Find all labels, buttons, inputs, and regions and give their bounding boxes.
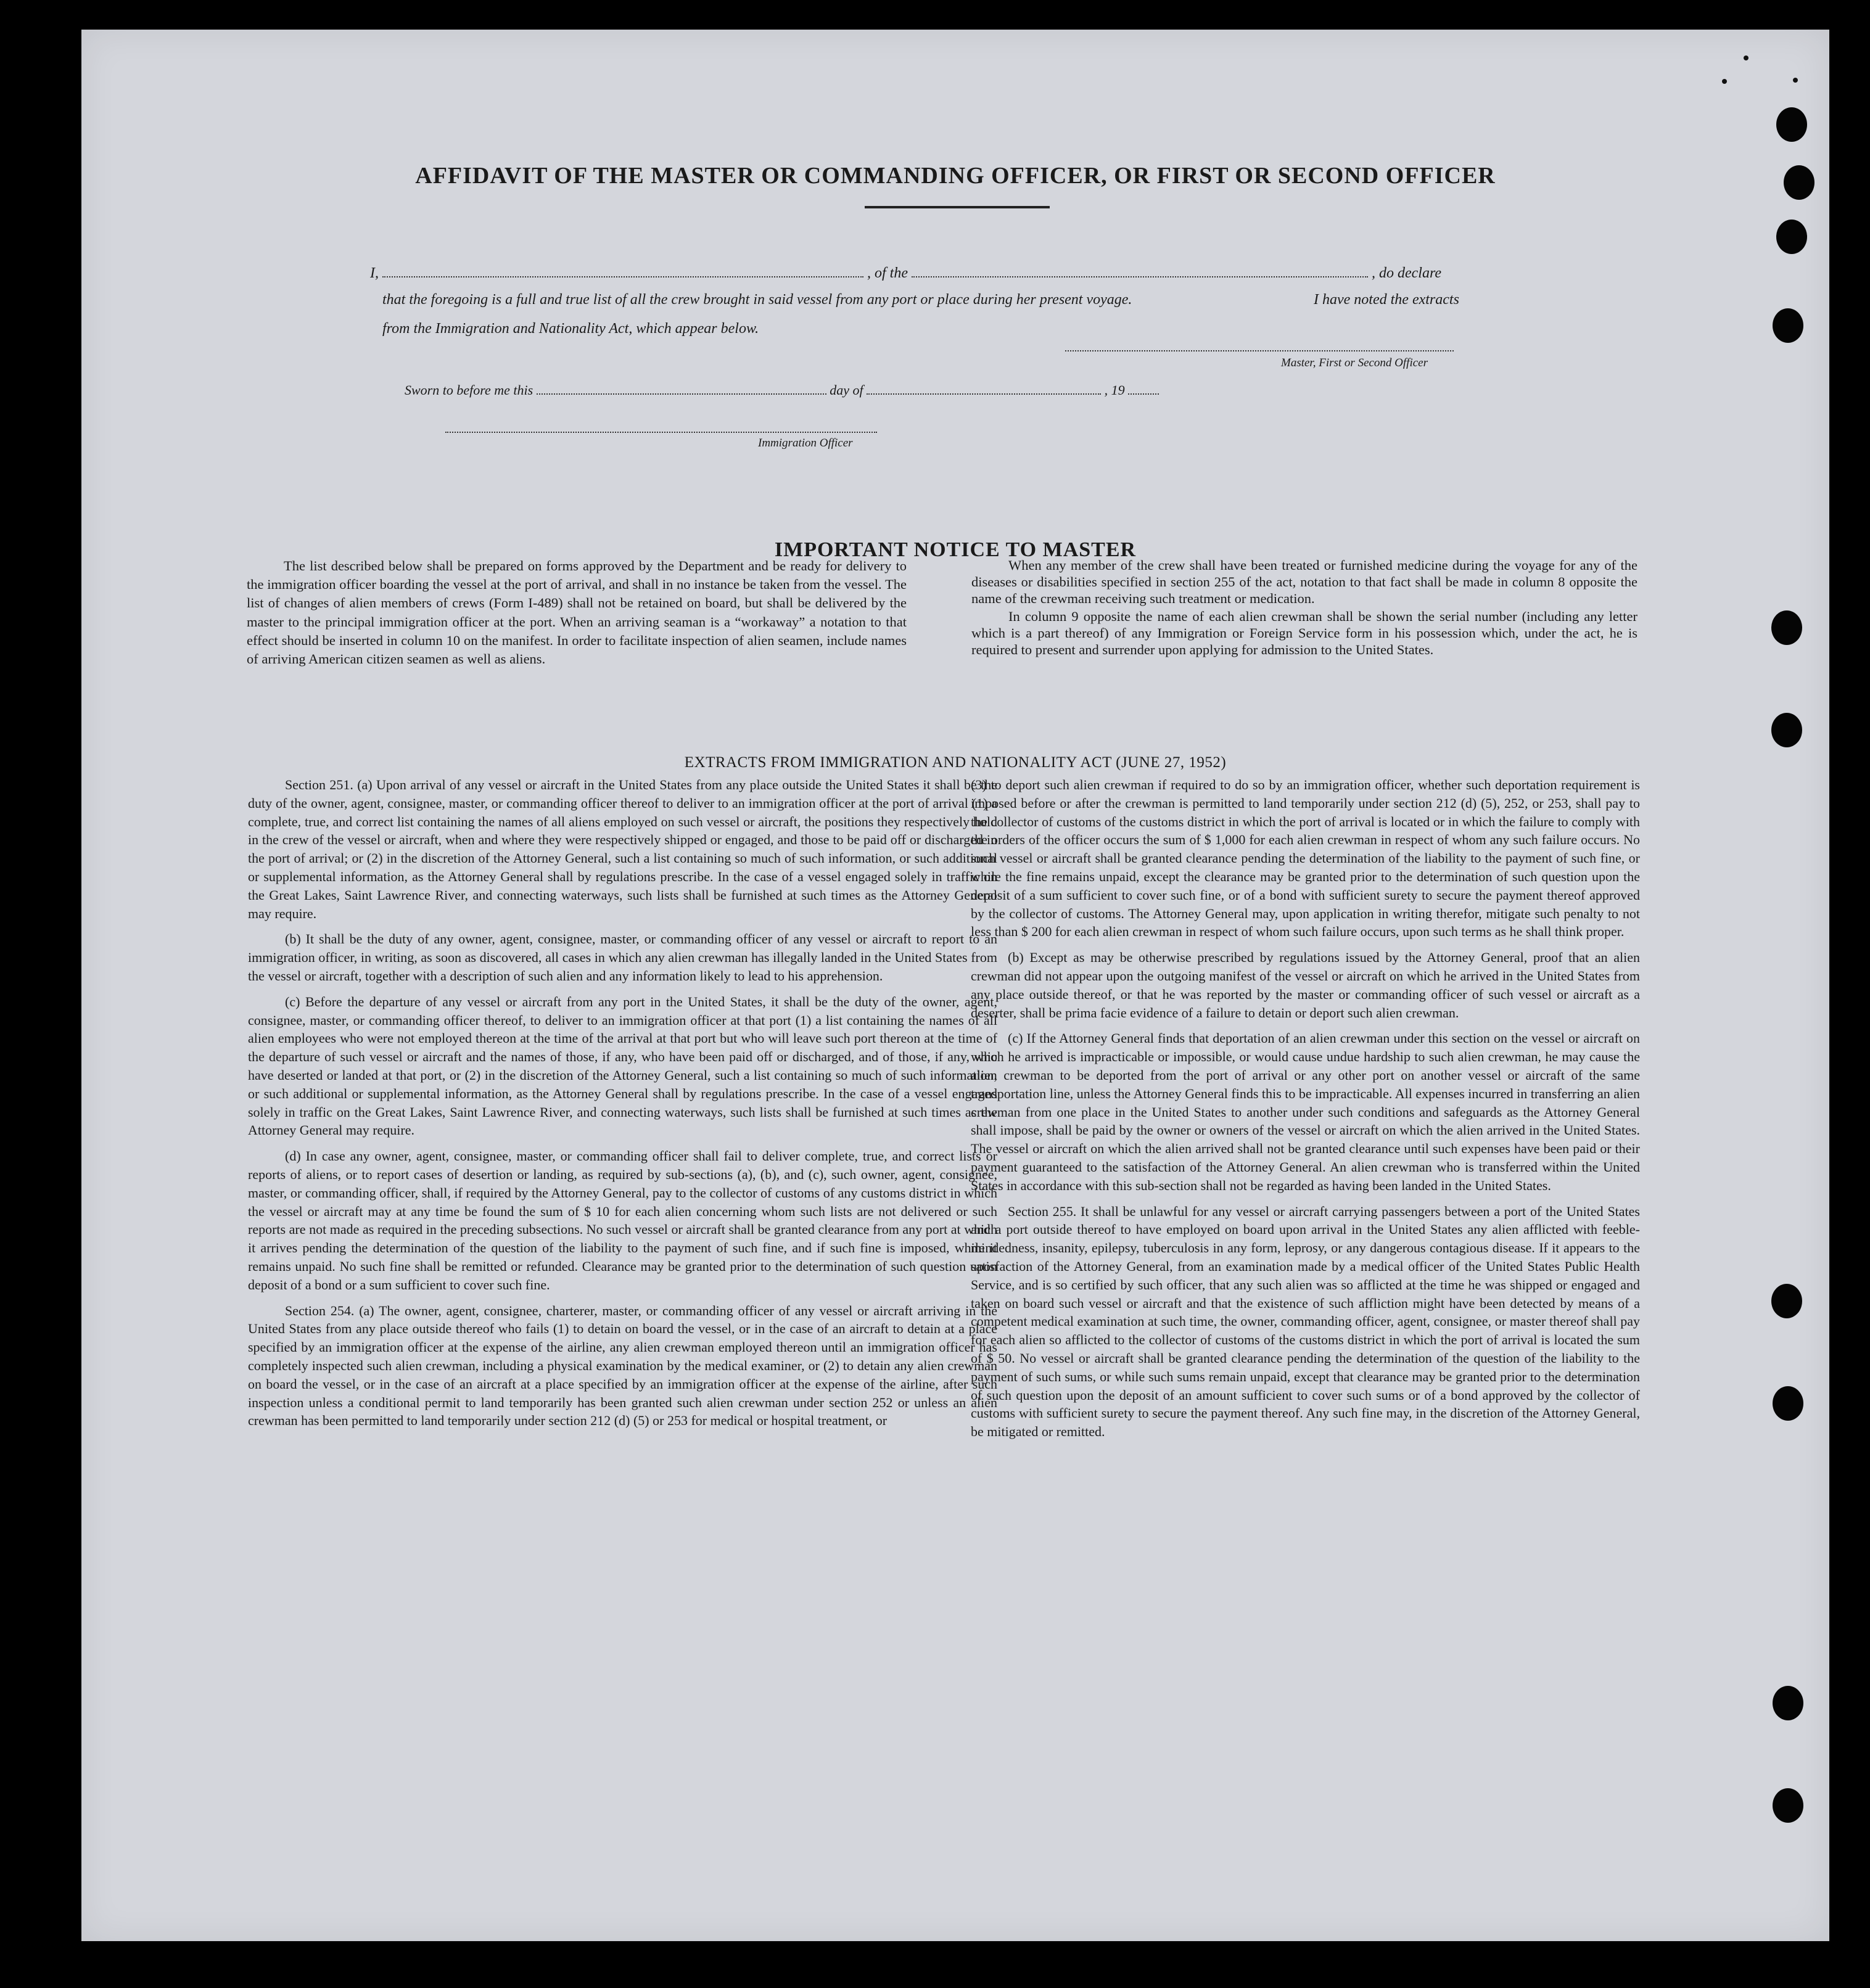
affidavit-i-label: I, — [370, 265, 379, 281]
affidavit-title: AFFIDAVIT OF THE MASTER OR COMMANDING OFFICER, OR FIRST OR SECOND OFFICER — [415, 163, 1496, 189]
document-page — [81, 30, 1829, 1941]
extracts-left-column — [248, 776, 997, 1437]
binder-hole — [1776, 220, 1807, 254]
year-label: , 19 — [1104, 382, 1125, 398]
sworn-month-blank[interactable] — [867, 381, 1101, 395]
affidavit-line-2 — [382, 292, 1258, 308]
section-255: Section 255. It shall be unlawful for any vessel or aircraft carrying passengers between a port of the United States and a port outside thereof to have employed on board upon arrival in the United States any alien afflicted with feeble-mindedness, insanity, epilepsy, tuberculosis in any form, leprosy, or any dangerous contagious disease. If it appears to the satisfaction of the Attorney General, from an examination made by a medical officer of the United States Public Health Service, and is so certified by such officer, that any such alien was so afflicted at the time he was shipped or engaged and taken on board such vessel or aircraft and that the existence of such affliction might have been detected by means of a competent medical examination at such time, the owner, commanding officer, agent, consignee, or master thereof shall pay for each alien so afflicted to the collector of customs of the customs district in which the port of arrival is located the sum of $ 50. No vessel or aircraft shall be granted clearance pending the determination of the question of the liability to the payment of such sums, or while such sums remain unpaid, except that clearance may be granted prior to the determination of such question upon the deposit of an amount sufficient to cover such sums or of a bond approved by the collector of customs with sufficient surety to secure the payment thereof. Any such fine may, in the discretion of the Attorney General, be mitigated or remitted. — [971, 1203, 1640, 1440]
day-of-label: day of — [830, 382, 863, 398]
immigration-officer-caption: Immigration Officer — [758, 437, 853, 450]
binder-hole — [1773, 1788, 1803, 1823]
notice-title: IMPORTANT NOTICE TO MASTER — [774, 538, 1137, 561]
title-rule — [865, 206, 1050, 208]
affidavit-line-2b: I have noted the extracts — [1314, 292, 1459, 308]
master-signature-line[interactable] — [1065, 350, 1454, 351]
notice-right-paragraph-2: In column 9 opposite the name of each alien crewman shall be shown the serial number (including any letter which is a part thereof) of any Immigration or Foreign Service form in his possession which, under the act, he is required to present and surrender upon applying for admission to the United States. — [971, 609, 1637, 657]
immigration-officer-signature-line[interactable] — [445, 432, 877, 433]
sworn-day-blank[interactable] — [537, 381, 826, 395]
section-254-c: (c) If the Attorney General finds that deportation of an alien crewman under this section on the vessel or aircraft on which he arrived is impracticable or impossible, or would cause undue hardship to such alien crewman, he may cause the alien crewman to be deported from the port of arrival or any other port on another vessel or aircraft of the same transportation line, unless the Attorney General finds this to be impracticable. All expenses incurred in transferring an alien crewman from one place in the United States to another under such conditions and safeguards as the Attorney General shall impose, shall be paid by the owner or owners of the vessel or aircraft on which the alien arrived in the United States. The vessel or aircraft on which the alien arrived shall not be granted clearance until such expenses have been paid or their payment guaranteed to the satisfaction of the Attorney General. An alien crewman who is transferred within the United States in accordance with this sub-section shall not be regarded as having been landed in the United States. — [971, 1030, 1640, 1193]
sworn-year-blank[interactable] — [1128, 381, 1159, 395]
notice-right-column — [971, 557, 1637, 665]
notice-left-paragraph: The list described below shall be prepared on forms approved by the Department and be ready for delivery to the immigration officer boarding the vessel at the port of arrival, and shall in no instance be taken from the vessel. The list of changes of alien members of crews (Form I-489) shall not be retained on board, but shall be delivered by the master to the principal immigration officer at the port. When an arriving seaman is a “workaway” a notation to that effect should be inserted in column 10 on the manifest. In order to facilitate inspection of alien seamen, include names of arriving American citizen seamen as well as aliens. — [247, 558, 907, 667]
speck — [1722, 79, 1727, 84]
section-251-d: (d) In case any owner, agent, consignee, master, or commanding officer shall fail to deliver complete, true, and correct lists or reports of aliens, or to report cases of desertion or landing, as required by sub-sections (a), (b), and (c), such owner, agent, consignee, master, or commanding officer, shall, if required by the Attorney General, pay to the collector of customs of any customs district in which the vessel or aircraft may at any time be found the sum of $ 10 for each alien concerning whom such lists are not delivered or such reports are not made as required in the preceding subsections. No such vessel or aircraft shall be granted clearance from any port at which it arrives pending the determination of the question of the liability to the payment of such fine, and if such fine is imposed, while it remains unpaid. No such fine shall be remitted or refunded. Clearance may be granted prior to the determination of such question upon deposit of a bond or a sum sufficient to cover such fine. — [248, 1148, 997, 1292]
section-251-a: Section 251. (a) Upon arrival of any vessel or aircraft in the United States from any place outside the United States it shall be the duty of the owner, agent, consignee, master, or commanding officer thereof to deliver to an immigration officer at the port of arrival (1) a complete, true, and correct list containing the names of all aliens employed on such vessel or aircraft, the positions they respectively hold in the crew of the vessel or aircraft, when and where they were respectively shipped or engaged, and those to be paid off or discharged in the port of arrival; or (2) in the discretion of the Attorney General, such a list containing so much of such information, or such additional or supplemental information, as the Attorney General shall by regulations prescribe. In the case of a vessel engaged solely in traffic on the Great Lakes, Saint Lawrence River, and connecting waterways, such lists shall be furnished at such times as the Attorney General may require. — [248, 777, 997, 921]
declare-label: , do declare — [1372, 265, 1442, 281]
binder-hole — [1773, 308, 1803, 343]
notice-left-column — [247, 557, 907, 676]
binder-hole — [1784, 165, 1814, 200]
binder-hole — [1776, 107, 1807, 142]
notice-right-paragraph-1: When any member of the crew shall have been treated or furnished medicine during the voyage for any of the diseases or disabilities specified in section 255 of the act, notation to that fact shall be made in column 8 opposite the name of the crewman receiving such treatment or medication. — [971, 557, 1637, 606]
speck — [1744, 55, 1748, 60]
affidavit-line-2-text: that the foregoing is a full and true list of all the crew brought in said vessel from any port or place during her present voyage. — [382, 292, 1132, 308]
sworn-label: Sworn to before me this — [405, 382, 533, 398]
section-254-a-continued: (3) to deport such alien crewman if required to do so by an immigration officer, whether such deportation requirement is imposed before or after the crewman is permitted to land temporarily under section 212 (d) (5), 252, or 253, shall pay to the collector of customs of the customs district in which the port of arrival is located or in which the failure to comply with the orders of the officer occurs the sum of $ 1,000 for each alien crewman in respect of whom any such failure occurs. No such vessel or aircraft shall be granted clearance pending the determination of the liability to the payment of such fine, or while the fine remains unpaid, except the clearance may be granted prior to the determination of such question upon the deposit of a sum sufficient to cover such fine, or of a bond with sufficient surety to secure the payment thereof approved by the collector of customs. The Attorney General may, upon application in writing therefor, mitigate such penalty to not less than $ 200 for each alien crewman in respect of whom such failure occurs, upon such terms as he shall think proper. — [971, 777, 1640, 940]
binder-hole — [1771, 713, 1802, 747]
sworn-line — [405, 381, 1268, 398]
extracts-heading: EXTRACTS FROM IMMIGRATION AND NATIONALITY ACT (JUNE 27, 1952) — [684, 754, 1227, 771]
extracts-right-column — [971, 776, 1640, 1448]
section-254-a: Section 254. (a) The owner, agent, consignee, charterer, master, or commanding officer of any vessel or aircraft arriving in the United States from any place outside thereof who fails (1) to detain on board the vessel, or in the case of an aircraft to detain at a place specified by an immigration officer at the expense of the airline, any alien crewman employed thereon until an immigration officer has completely inspected such alien crewman, including a physical examination by the medical examiner, or (2) to detain any alien crewman on board the vessel, or in the case of an aircraft at a place specified by an immigration officer at the expense of the airline, after such inspection unless a conditional permit to land temporarily has been granted such alien crewman under section 252 or unless an alien crewman has been permitted to land temporarily under section 212 (d) (5) or 253 for medical or hospital treatment, or — [248, 1302, 997, 1429]
affidavit-line-3: from the Immigration and Nationality Act, which appear below. — [382, 321, 759, 337]
master-caption: Master, First or Second Officer — [1281, 356, 1428, 369]
affidavit-line-1 — [370, 264, 1604, 282]
vessel-blank[interactable] — [912, 264, 1368, 277]
name-blank[interactable] — [382, 264, 863, 277]
section-251-b: (b) It shall be the duty of any owner, agent, consignee, master, or commanding officer of any vessel or aircraft to report to an immigration officer, in writing, as soon as discovered, all cases in which any alien crewman has illegally landed in the United States from the vessel or aircraft, together with a description of such alien and any information likely to lead to his apprehension. — [248, 931, 997, 984]
speck — [1793, 78, 1798, 83]
section-251-c: (c) Before the departure of any vessel or aircraft from any port in the United States, it shall be the duty of the owner, agent, consignee, master, or commanding officer thereof, to deliver to an immigration officer at that port (1) a list containing the names of all alien employees who were not employed thereon at the time of the arrival at that port but who will leave such port thereon at the time of the departure of such vessel or aircraft and the names of those, if any, who have been paid off or discharged, and of those, if any, who have deserted or landed at that port, or (2) in the discretion of the Attorney General, such a list containing so much of such information, or such additional or supplemental information, as the Attorney General shall by regulations prescribe. In the case of a vessel engaged solely in traffic on the Great Lakes, Saint Lawrence River, and connecting waterways, such lists shall be furnished at such times as the Attorney General may require. — [248, 993, 997, 1138]
binder-hole — [1773, 1386, 1803, 1421]
of-the-label: , of the — [867, 265, 908, 281]
binder-hole — [1771, 1284, 1802, 1318]
binder-hole — [1773, 1686, 1803, 1720]
section-254-b: (b) Except as may be otherwise prescribed by regulations issued by the Attorney General, proof that an alien crewman did not appear upon the outgoing manifest of the vessel or aircraft on which he arrived in the United States from any place outside thereof, or that he was reported by the master or commanding officer of such vessel or aircraft as a deserter, shall be prima facie evidence of a failure to detain or deport such alien crewman. — [971, 950, 1640, 1021]
binder-hole — [1771, 610, 1802, 645]
